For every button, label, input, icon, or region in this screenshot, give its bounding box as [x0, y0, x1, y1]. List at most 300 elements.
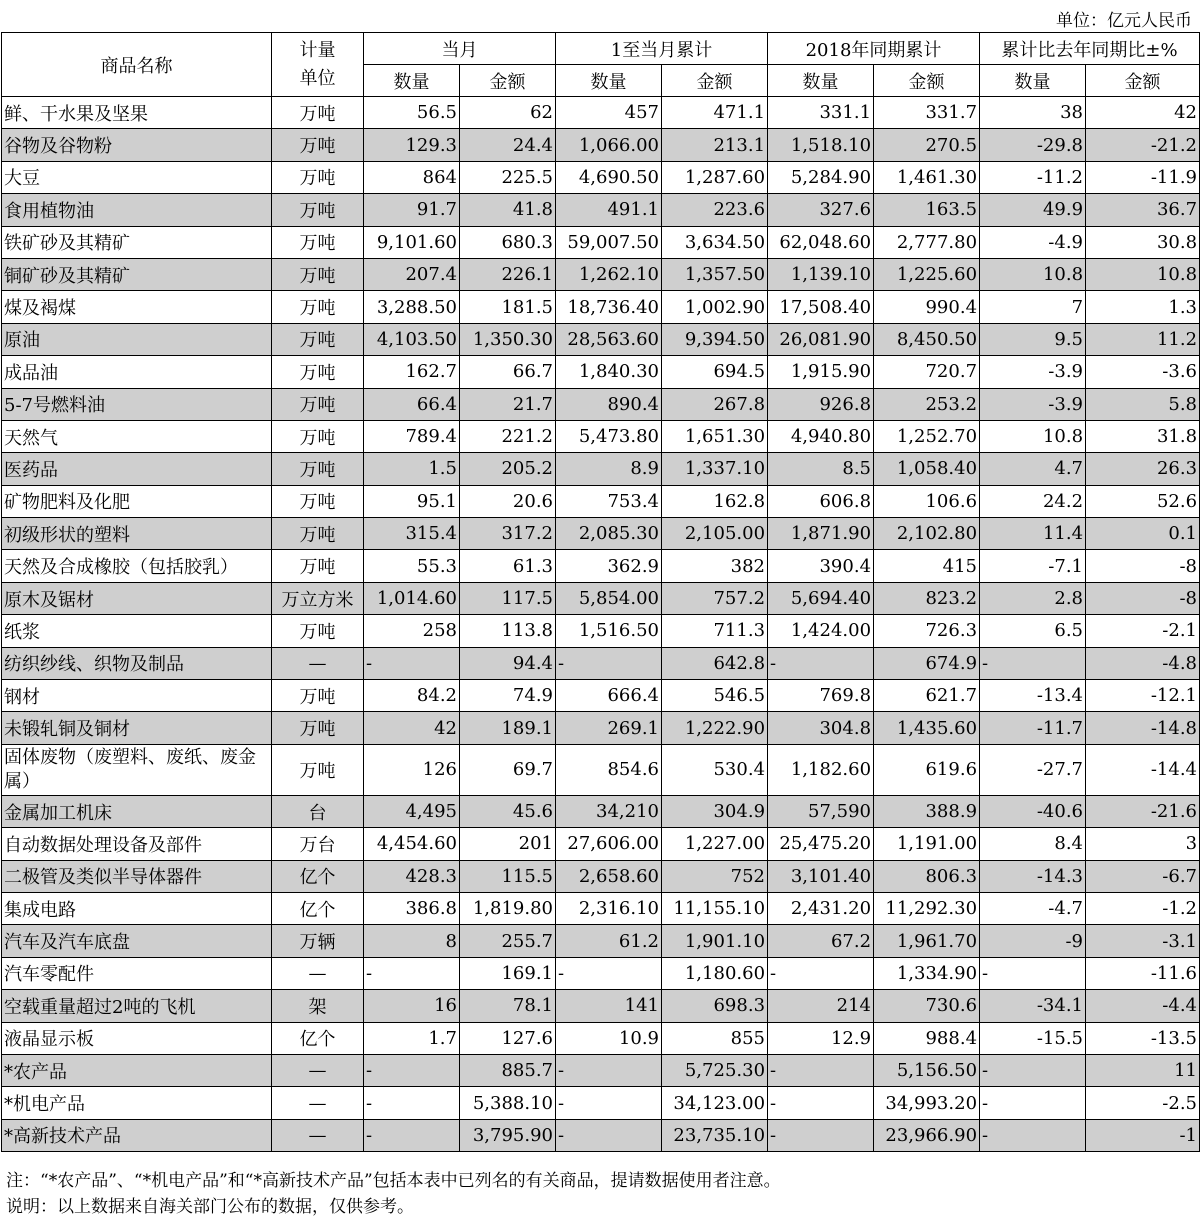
cell-yoy-amt: -11.9 [1086, 161, 1200, 193]
cell-prev-qty: 62,048.60 [768, 226, 874, 258]
cell-yoy-qty: 2.8 [980, 582, 1086, 614]
cell-commodity-name: 二极管及类似半导体器件 [2, 860, 272, 892]
cell-commodity-name: 铜矿砂及其精矿 [2, 258, 272, 290]
header-group-prev-year: 2018年同期累计 [768, 33, 980, 65]
cell-yoy-qty: 8.4 [980, 828, 1086, 860]
cell-yoy-amt: 30.8 [1086, 226, 1200, 258]
cell-ytd-amt: 698.3 [662, 990, 768, 1022]
cell-commodity-name: 集成电路 [2, 892, 272, 924]
header-unit [272, 33, 364, 97]
cell-ytd-amt: 642.8 [662, 647, 768, 679]
cell-yoy-qty: 49.9 [980, 194, 1086, 226]
cell-ytd-amt: 757.2 [662, 582, 768, 614]
cell-prev-qty: 5,694.40 [768, 582, 874, 614]
cell-prev-qty: 1,139.10 [768, 258, 874, 290]
cell-month-qty: 4,495 [364, 795, 460, 827]
cell-month-qty: 9,101.60 [364, 226, 460, 258]
header-prev-amt: 金额 [874, 65, 980, 97]
cell-month-qty: 42 [364, 712, 460, 744]
table-row [2, 744, 1200, 795]
cell-yoy-amt: -8 [1086, 582, 1200, 614]
cell-prev-amt: 8,450.50 [874, 323, 980, 355]
cell-prev-amt: 106.6 [874, 485, 980, 517]
cell-ytd-amt: 530.4 [662, 744, 768, 795]
cell-commodity-name: 天然气 [2, 420, 272, 452]
header-group-yoy: 累计比去年同期比±% [980, 33, 1200, 65]
cell-prev-qty: 1,182.60 [768, 744, 874, 795]
cell-ytd-amt: 162.8 [662, 485, 768, 517]
cell-ytd-amt: 382 [662, 550, 768, 582]
cell-prev-qty: 390.4 [768, 550, 874, 582]
cell-ytd-amt: 5,725.30 [662, 1054, 768, 1086]
cell-prev-amt: 34,993.20 [874, 1087, 980, 1119]
table-row [2, 925, 1200, 957]
cell-month-amt: 189.1 [460, 712, 556, 744]
cell-ytd-amt: 471.1 [662, 97, 768, 129]
table-row [2, 615, 1200, 647]
table-row [2, 1087, 1200, 1119]
cell-yoy-qty: - [980, 1087, 1086, 1119]
header-group-month: 当月 [364, 33, 556, 65]
cell-ytd-amt: 267.8 [662, 388, 768, 420]
cell-prev-amt: 23,966.90 [874, 1119, 980, 1151]
cell-ytd-amt: 1,901.10 [662, 925, 768, 957]
cell-unit: 万立方米 [272, 582, 364, 614]
header-ytd-qty: 数量 [556, 65, 662, 97]
cell-yoy-amt: -21.2 [1086, 129, 1200, 161]
cell-commodity-name: *高新技术产品 [2, 1119, 272, 1151]
table-row [2, 647, 1200, 679]
table-row [2, 712, 1200, 744]
cell-yoy-qty: - [980, 957, 1086, 989]
cell-prev-qty: 8.5 [768, 453, 874, 485]
cell-yoy-qty: 10.8 [980, 258, 1086, 290]
cell-unit: 万吨 [272, 356, 364, 388]
cell-ytd-amt: 694.5 [662, 356, 768, 388]
cell-month-qty: 207.4 [364, 258, 460, 290]
cell-ytd-amt: 304.9 [662, 795, 768, 827]
cell-commodity-name: 医药品 [2, 453, 272, 485]
cell-month-qty: 55.3 [364, 550, 460, 582]
cell-prev-qty: 17,508.40 [768, 291, 874, 323]
cell-ytd-amt: 711.3 [662, 615, 768, 647]
cell-month-qty: 386.8 [364, 892, 460, 924]
cell-ytd-qty: 59,007.50 [556, 226, 662, 258]
cell-yoy-qty: -11.2 [980, 161, 1086, 193]
table-row [2, 518, 1200, 550]
cell-commodity-name: 食用植物油 [2, 194, 272, 226]
cell-prev-amt: 388.9 [874, 795, 980, 827]
cell-ytd-amt: 1,222.90 [662, 712, 768, 744]
cell-month-amt: 41.8 [460, 194, 556, 226]
cell-unit: 万吨 [272, 291, 364, 323]
table-body [2, 97, 1200, 1152]
cell-month-qty: 258 [364, 615, 460, 647]
cell-month-amt: 181.5 [460, 291, 556, 323]
cell-month-amt: 225.5 [460, 161, 556, 193]
cell-month-qty: 1,014.60 [364, 582, 460, 614]
cell-month-amt: 94.4 [460, 647, 556, 679]
cell-commodity-name: 5-7号燃料油 [2, 388, 272, 420]
cell-yoy-amt: 3 [1086, 828, 1200, 860]
cell-ytd-amt: 9,394.50 [662, 323, 768, 355]
cell-yoy-qty: -27.7 [980, 744, 1086, 795]
cell-ytd-qty: 1,262.10 [556, 258, 662, 290]
table-row [2, 990, 1200, 1022]
cell-ytd-amt: 2,105.00 [662, 518, 768, 550]
cell-ytd-qty: 1,066.00 [556, 129, 662, 161]
cell-yoy-amt: -21.6 [1086, 795, 1200, 827]
cell-month-qty: 84.2 [364, 680, 460, 712]
table-row [2, 194, 1200, 226]
cell-unit: 万吨 [272, 615, 364, 647]
cell-yoy-amt: -13.5 [1086, 1022, 1200, 1054]
cell-prev-amt: 674.9 [874, 647, 980, 679]
cell-prev-amt: 1,961.70 [874, 925, 980, 957]
cell-prev-amt: 1,252.70 [874, 420, 980, 452]
table-row [2, 291, 1200, 323]
cell-yoy-amt: 31.8 [1086, 420, 1200, 452]
cell-ytd-amt: 1,651.30 [662, 420, 768, 452]
cell-yoy-amt: -11.6 [1086, 957, 1200, 989]
cell-month-amt: 127.6 [460, 1022, 556, 1054]
cell-yoy-amt: 0.1 [1086, 518, 1200, 550]
cell-unit: 万吨 [272, 550, 364, 582]
cell-prev-qty: 4,940.80 [768, 420, 874, 452]
cell-yoy-amt: 10.8 [1086, 258, 1200, 290]
cell-prev-qty: 1,424.00 [768, 615, 874, 647]
cell-yoy-qty: -14.3 [980, 860, 1086, 892]
cell-prev-amt: 270.5 [874, 129, 980, 161]
cell-yoy-amt: 5.8 [1086, 388, 1200, 420]
cell-ytd-qty: - [556, 647, 662, 679]
cell-yoy-amt: -8 [1086, 550, 1200, 582]
cell-ytd-qty: 61.2 [556, 925, 662, 957]
cell-prev-qty: 214 [768, 990, 874, 1022]
cell-yoy-qty: - [980, 1119, 1086, 1151]
cell-unit: 万吨 [272, 680, 364, 712]
cell-month-amt: 20.6 [460, 485, 556, 517]
cell-commodity-name: 纺织纱线、织物及制品 [2, 647, 272, 679]
cell-unit: 万吨 [272, 129, 364, 161]
cell-yoy-amt: 42 [1086, 97, 1200, 129]
cell-prev-amt: 619.6 [874, 744, 980, 795]
cell-commodity-name: 钢材 [2, 680, 272, 712]
cell-prev-amt: 11,292.30 [874, 892, 980, 924]
cell-unit: 亿个 [272, 860, 364, 892]
cell-prev-qty: 1,915.90 [768, 356, 874, 388]
cell-month-amt: 62 [460, 97, 556, 129]
header-yoy-amt: 金额 [1086, 65, 1200, 97]
cell-unit: 亿个 [272, 892, 364, 924]
footnote-1: 注：“*农产品”、“*机电产品”和“*高新技术产品”包括本表中已列名的有关商品，提请数据使用者注意。 [6, 1171, 781, 1192]
cell-month-amt: 1,819.80 [460, 892, 556, 924]
cell-month-amt: 3,795.90 [460, 1119, 556, 1151]
table-row [2, 1054, 1200, 1086]
cell-yoy-amt: -3.1 [1086, 925, 1200, 957]
cell-commodity-name: 鲜、干水果及坚果 [2, 97, 272, 129]
footnote-2: 说明：以上数据来自海关部门公布的数据，仅供参考。 [6, 1197, 414, 1218]
footnotes [0, 1168, 1200, 1220]
cell-ytd-qty: 1,840.30 [556, 356, 662, 388]
cell-commodity-name: 煤及褐煤 [2, 291, 272, 323]
cell-unit: 台 [272, 795, 364, 827]
cell-month-qty: 162.7 [364, 356, 460, 388]
cell-prev-qty: - [768, 957, 874, 989]
cell-month-amt: 21.7 [460, 388, 556, 420]
table-row [2, 453, 1200, 485]
cell-month-qty: 129.3 [364, 129, 460, 161]
cell-unit: 架 [272, 990, 364, 1022]
cell-prev-qty: 1,518.10 [768, 129, 874, 161]
cell-prev-amt: 1,334.90 [874, 957, 980, 989]
cell-month-amt: 255.7 [460, 925, 556, 957]
cell-commodity-name: 原木及锯材 [2, 582, 272, 614]
cell-ytd-amt: 11,155.10 [662, 892, 768, 924]
cell-ytd-amt: 546.5 [662, 680, 768, 712]
cell-prev-qty: 57,590 [768, 795, 874, 827]
cell-commodity-name: 未锻轧铜及铜材 [2, 712, 272, 744]
table-row [2, 1022, 1200, 1054]
cell-unit: — [272, 647, 364, 679]
cell-prev-qty: - [768, 1087, 874, 1119]
cell-unit: — [272, 1054, 364, 1086]
cell-ytd-amt: 213.1 [662, 129, 768, 161]
cell-yoy-qty: -9 [980, 925, 1086, 957]
cell-unit: — [272, 1119, 364, 1151]
cell-unit: 万吨 [272, 453, 364, 485]
cell-yoy-qty: 38 [980, 97, 1086, 129]
cell-prev-qty: 67.2 [768, 925, 874, 957]
header-group-ytd: 1至当月累计 [556, 33, 768, 65]
cell-unit: 万吨 [272, 226, 364, 258]
cell-month-qty: 95.1 [364, 485, 460, 517]
cell-prev-amt: 1,058.40 [874, 453, 980, 485]
cell-prev-amt: 5,156.50 [874, 1054, 980, 1086]
table-row [2, 420, 1200, 452]
cell-unit: 万吨 [272, 194, 364, 226]
cell-prev-amt: 621.7 [874, 680, 980, 712]
cell-ytd-amt: 3,634.50 [662, 226, 768, 258]
cell-prev-qty: 769.8 [768, 680, 874, 712]
cell-prev-qty: 25,475.20 [768, 828, 874, 860]
cell-month-qty: - [364, 1087, 460, 1119]
header-month-amt: 金额 [460, 65, 556, 97]
cell-yoy-qty: -3.9 [980, 388, 1086, 420]
cell-ytd-amt: 1,002.90 [662, 291, 768, 323]
cell-commodity-name: 矿物肥料及化肥 [2, 485, 272, 517]
cell-month-qty: - [364, 647, 460, 679]
cell-ytd-qty: 34,210 [556, 795, 662, 827]
cell-month-amt: 45.6 [460, 795, 556, 827]
table-row [2, 97, 1200, 129]
cell-ytd-qty: 457 [556, 97, 662, 129]
cell-month-qty: 4,103.50 [364, 323, 460, 355]
cell-yoy-amt: -12.1 [1086, 680, 1200, 712]
cell-ytd-qty: 2,085.30 [556, 518, 662, 550]
cell-ytd-amt: 23,735.10 [662, 1119, 768, 1151]
cell-prev-amt: 1,461.30 [874, 161, 980, 193]
cell-yoy-amt: -14.4 [1086, 744, 1200, 795]
cell-prev-amt: 730.6 [874, 990, 980, 1022]
cell-ytd-qty: 890.4 [556, 388, 662, 420]
cell-month-qty: 56.5 [364, 97, 460, 129]
cell-commodity-name: 大豆 [2, 161, 272, 193]
cell-ytd-qty: - [556, 1054, 662, 1086]
unit-note-bar [0, 0, 1200, 32]
cell-month-qty: 16 [364, 990, 460, 1022]
table-row [2, 828, 1200, 860]
cell-ytd-amt: 752 [662, 860, 768, 892]
cell-yoy-qty: -29.8 [980, 129, 1086, 161]
cell-unit: — [272, 957, 364, 989]
cell-month-qty: 8 [364, 925, 460, 957]
table-row [2, 323, 1200, 355]
cell-prev-qty: 926.8 [768, 388, 874, 420]
cell-prev-qty: 1,871.90 [768, 518, 874, 550]
cell-unit: 万吨 [272, 518, 364, 550]
cell-prev-amt: 806.3 [874, 860, 980, 892]
import-commodity-table [1, 32, 1200, 1152]
table-row [2, 795, 1200, 827]
cell-yoy-qty: 10.8 [980, 420, 1086, 452]
cell-ytd-amt: 34,123.00 [662, 1087, 768, 1119]
cell-prev-qty: 331.1 [768, 97, 874, 129]
cell-month-qty: 428.3 [364, 860, 460, 892]
cell-ytd-qty: 28,563.60 [556, 323, 662, 355]
header-unit-line2: 单位 [299, 67, 336, 89]
cell-unit: 万台 [272, 828, 364, 860]
cell-yoy-qty: 9.5 [980, 323, 1086, 355]
cell-unit: — [272, 1087, 364, 1119]
cell-yoy-qty: 24.2 [980, 485, 1086, 517]
cell-prev-amt: 253.2 [874, 388, 980, 420]
header-ytd-amt: 金额 [662, 65, 768, 97]
cell-yoy-qty: -4.7 [980, 892, 1086, 924]
cell-month-qty: 789.4 [364, 420, 460, 452]
cell-yoy-amt: -1.2 [1086, 892, 1200, 924]
cell-yoy-amt: 1.3 [1086, 291, 1200, 323]
cell-prev-qty: 2,431.20 [768, 892, 874, 924]
cell-commodity-name: 固体废物（废塑料、废纸、废金属） [2, 744, 272, 795]
cell-ytd-qty: 362.9 [556, 550, 662, 582]
table-row [2, 129, 1200, 161]
cell-ytd-amt: 1,287.60 [662, 161, 768, 193]
cell-ytd-qty: 10.9 [556, 1022, 662, 1054]
cell-yoy-amt: 36.7 [1086, 194, 1200, 226]
cell-unit: 万吨 [272, 744, 364, 795]
cell-prev-amt: 720.7 [874, 356, 980, 388]
table-row [2, 582, 1200, 614]
cell-yoy-qty: -11.7 [980, 712, 1086, 744]
cell-commodity-name: *机电产品 [2, 1087, 272, 1119]
cell-yoy-amt: -4.4 [1086, 990, 1200, 1022]
cell-yoy-amt: -4.8 [1086, 647, 1200, 679]
cell-ytd-qty: 854.6 [556, 744, 662, 795]
table-row [2, 388, 1200, 420]
cell-ytd-amt: 1,227.00 [662, 828, 768, 860]
cell-yoy-amt: -3.6 [1086, 356, 1200, 388]
cell-unit: 万吨 [272, 323, 364, 355]
cell-prev-amt: 726.3 [874, 615, 980, 647]
cell-prev-amt: 1,435.60 [874, 712, 980, 744]
cell-prev-qty: 606.8 [768, 485, 874, 517]
cell-prev-qty: - [768, 1054, 874, 1086]
cell-ytd-qty: 8.9 [556, 453, 662, 485]
cell-ytd-qty: 5,854.00 [556, 582, 662, 614]
cell-month-amt: 201 [460, 828, 556, 860]
cell-yoy-amt: 11.2 [1086, 323, 1200, 355]
cell-month-qty: - [364, 1119, 460, 1151]
cell-prev-amt: 823.2 [874, 582, 980, 614]
cell-month-amt: 74.9 [460, 680, 556, 712]
cell-commodity-name: 汽车及汽车底盘 [2, 925, 272, 957]
cell-month-amt: 226.1 [460, 258, 556, 290]
unit-note: 单位：亿元人民币 [1056, 11, 1192, 31]
table-row [2, 550, 1200, 582]
cell-month-amt: 115.5 [460, 860, 556, 892]
cell-prev-amt: 2,102.80 [874, 518, 980, 550]
cell-yoy-qty: -40.6 [980, 795, 1086, 827]
cell-month-qty: 126 [364, 744, 460, 795]
cell-ytd-qty: 18,736.40 [556, 291, 662, 323]
cell-ytd-qty: 4,690.50 [556, 161, 662, 193]
cell-month-qty: 1.5 [364, 453, 460, 485]
table-row [2, 258, 1200, 290]
table-row [2, 161, 1200, 193]
cell-commodity-name: 谷物及谷物粉 [2, 129, 272, 161]
cell-month-amt: 113.8 [460, 615, 556, 647]
cell-yoy-amt: 52.6 [1086, 485, 1200, 517]
cell-prev-amt: 2,777.80 [874, 226, 980, 258]
header-unit-line1: 计量 [299, 39, 336, 61]
cell-month-amt: 317.2 [460, 518, 556, 550]
table-row [2, 892, 1200, 924]
cell-ytd-qty: 2,316.10 [556, 892, 662, 924]
cell-yoy-qty: -34.1 [980, 990, 1086, 1022]
cell-unit: 万吨 [272, 258, 364, 290]
cell-commodity-name: 液晶显示板 [2, 1022, 272, 1054]
cell-ytd-qty: 666.4 [556, 680, 662, 712]
cell-ytd-qty: 5,473.80 [556, 420, 662, 452]
cell-unit: 万吨 [272, 485, 364, 517]
cell-commodity-name: 空载重量超过2吨的飞机 [2, 990, 272, 1022]
cell-unit: 万吨 [272, 161, 364, 193]
cell-yoy-amt: -2.5 [1086, 1087, 1200, 1119]
cell-yoy-amt: 11 [1086, 1054, 1200, 1086]
cell-ytd-qty: - [556, 957, 662, 989]
cell-month-amt: 1,350.30 [460, 323, 556, 355]
table-row [2, 1119, 1200, 1151]
cell-month-qty: - [364, 957, 460, 989]
header-month-qty: 数量 [364, 65, 460, 97]
cell-prev-amt: 331.7 [874, 97, 980, 129]
cell-yoy-qty: -3.9 [980, 356, 1086, 388]
cell-yoy-qty: 4.7 [980, 453, 1086, 485]
cell-month-amt: 205.2 [460, 453, 556, 485]
cell-ytd-qty: 269.1 [556, 712, 662, 744]
cell-ytd-qty: 753.4 [556, 485, 662, 517]
cell-commodity-name: 金属加工机床 [2, 795, 272, 827]
cell-commodity-name: 纸浆 [2, 615, 272, 647]
cell-unit: 亿个 [272, 1022, 364, 1054]
cell-prev-amt: 163.5 [874, 194, 980, 226]
table-row [2, 680, 1200, 712]
cell-prev-amt: 1,191.00 [874, 828, 980, 860]
cell-unit: 万吨 [272, 388, 364, 420]
cell-month-amt: 24.4 [460, 129, 556, 161]
cell-unit: 万吨 [272, 420, 364, 452]
